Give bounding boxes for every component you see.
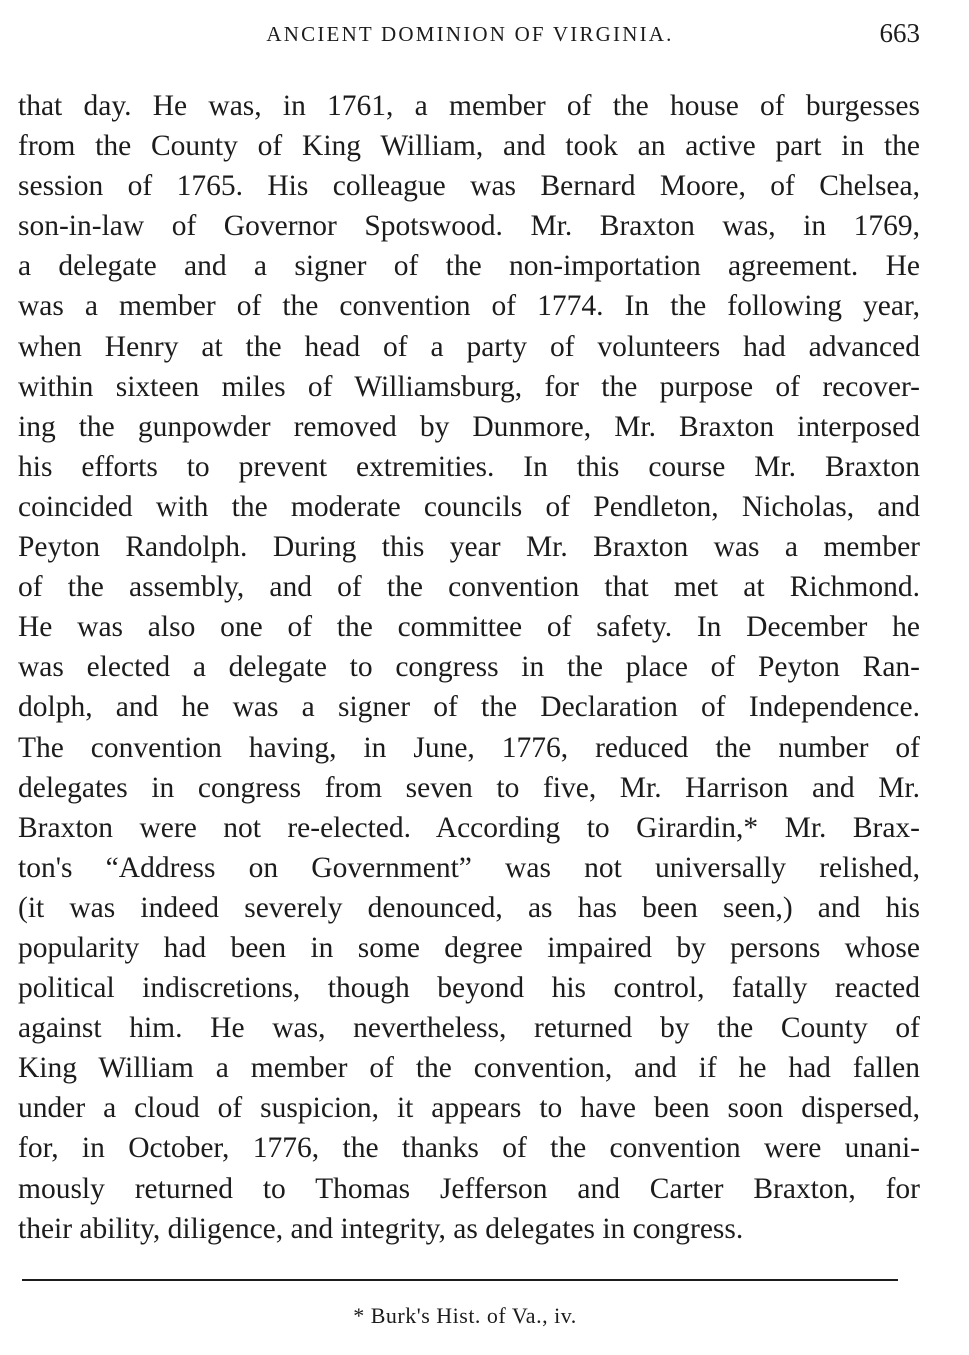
- text-line: Braxton were not re-elected. According to Girardin,* Mr. Brax-: [18, 811, 920, 844]
- text-line: Peyton Randolph. During this year Mr. Braxton was a member: [18, 531, 920, 564]
- text-line: ing the gunpowder removed by Dunmore, Mr. Braxton interposed: [18, 410, 920, 443]
- text-line: dolph, and he was a signer of the Declaration of Independence.: [18, 691, 920, 724]
- text-line: within sixteen miles of Williamsburg, for the purpose of recover-: [18, 370, 920, 403]
- text-line: under a cloud of suspicion, it appears to have been soon dispersed,: [18, 1092, 920, 1125]
- page-number: 663: [879, 18, 920, 48]
- text-line: their ability, diligence, and integrity, as delegates in congress.: [18, 1212, 744, 1245]
- text-line: The convention having, in June, 1776, reduced the number of: [18, 731, 920, 764]
- text-line: of the assembly, and of the convention that met at Richmond.: [18, 571, 920, 604]
- footnote: * Burk's Hist. of Va., iv.: [353, 1303, 577, 1328]
- text-line: was a member of the convention of 1774. In the following year,: [18, 290, 920, 323]
- text-line: popularity had been in some degree impaired by persons whose: [18, 931, 920, 964]
- running-title: ANCIENT DOMINION OF VIRGINIA.: [266, 22, 674, 46]
- text-line: King William a member of the convention, and if he had fallen: [18, 1052, 920, 1085]
- text-line: from the County of King William, and took an active part in the: [18, 130, 920, 163]
- footnote-divider: [22, 1279, 898, 1281]
- text-line: mously returned to Thomas Jefferson and Carter Braxton, for: [18, 1172, 920, 1205]
- text-line: (it was indeed severely denounced, as has been seen,) and his: [18, 891, 920, 924]
- text-line: for, in October, 1776, the thanks of the convention were unani-: [18, 1132, 920, 1165]
- text-line: his efforts to prevent extremities. In this course Mr. Braxton: [18, 450, 920, 483]
- text-line: coincided with the moderate councils of Pendleton, Nicholas, and: [18, 490, 920, 523]
- body-text: [18, 86, 920, 1249]
- text-line: session of 1765. His colleague was Bernard Moore, of Chelsea,: [18, 170, 920, 203]
- running-head: [20, 18, 920, 52]
- text-line: against him. He was, nevertheless, returned by the County of: [18, 1012, 920, 1045]
- text-line: delegates in congress from seven to five, Mr. Harrison and Mr.: [18, 771, 920, 804]
- text-line: a delegate and a signer of the non-importation agreement. He: [18, 250, 920, 283]
- text-line: son-in-law of Governor Spotswood. Mr. Braxton was, in 1769,: [18, 210, 920, 243]
- text-line: when Henry at the head of a party of volunteers had advanced: [18, 330, 920, 363]
- text-line: ton's “Address on Government” was not universally relished,: [18, 851, 920, 884]
- text-line: political indiscretions, though beyond his control, fatally reacted: [18, 972, 920, 1005]
- text-line: was elected a delegate to congress in the place of Peyton Ran-: [18, 651, 920, 684]
- text-line: that day. He was, in 1761, a member of the house of burgesses: [18, 90, 920, 122]
- text-line: He was also one of the committee of safety. In December he: [18, 611, 920, 644]
